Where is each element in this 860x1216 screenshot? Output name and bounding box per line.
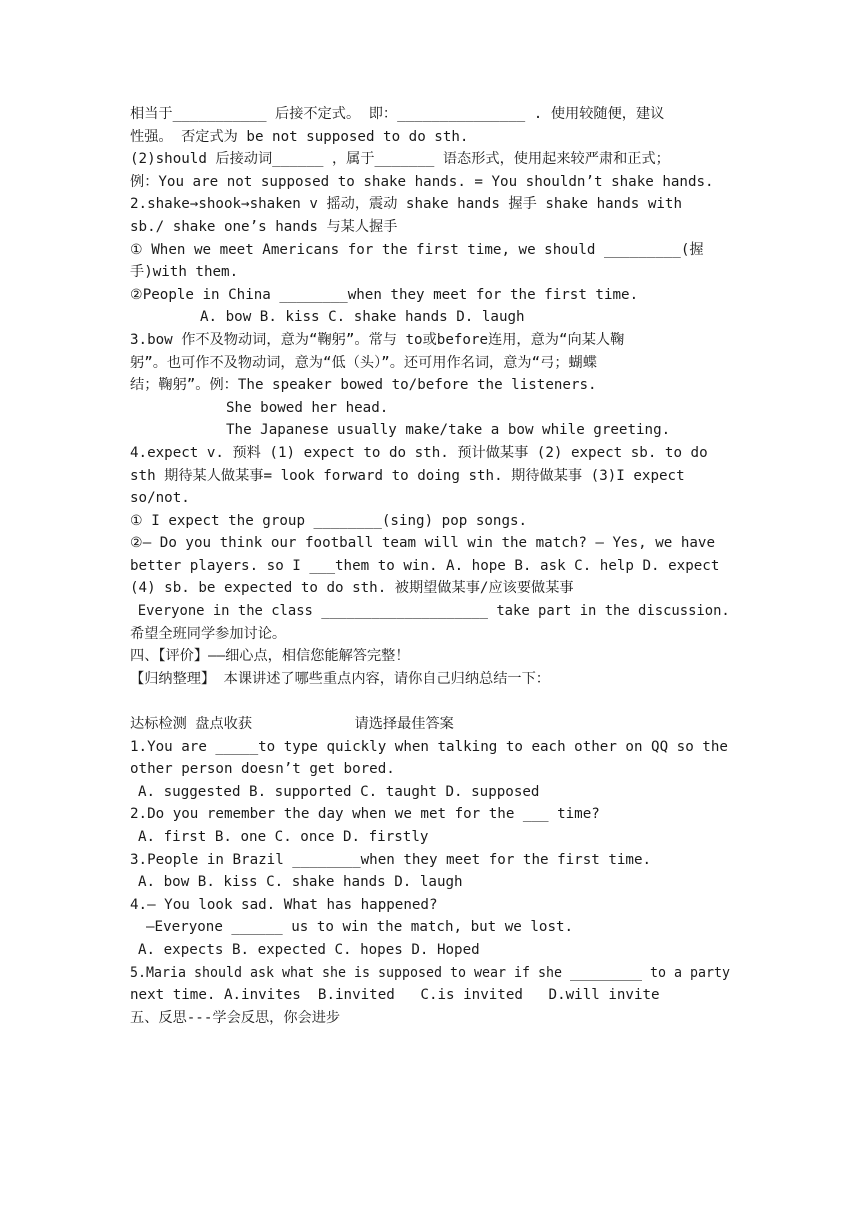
answer-options: next time. A.invites B.invited C.is invited D.will invite bbox=[130, 987, 660, 1004]
answer-options: A. bow B. kiss C. shake hands D. laugh bbox=[200, 309, 525, 326]
text-line: ① When we meet Americans for the first time, we should _________(握 bbox=[130, 241, 704, 258]
text-line: 例：You are not supposed to shake hands. = You shouldn’t shake hands. bbox=[130, 173, 714, 190]
question-line: 5.Maria should ask what she is supposed to wear if she _________ to a party bbox=[130, 964, 731, 981]
text-line: 结；鞠躬”。例：The speaker bowed to/before the listeners. bbox=[130, 377, 597, 394]
text-line: so/not. bbox=[130, 490, 190, 507]
answer-options: A. suggested B. supported C. taught D. supposed bbox=[138, 783, 540, 800]
answer-options: A. first B. one C. once D. firstly bbox=[138, 829, 429, 845]
question-line: 2.Do you remember the day when we met for the ___ time? bbox=[130, 806, 600, 823]
answer-options: A. expects B. expected C. hopes D. Hoped bbox=[138, 941, 480, 958]
question-line: 1.You are _____to type quickly when talking to each other on QQ so the bbox=[130, 738, 728, 755]
text-line: 4.expect v. 预料 (1) expect to do sth. 预计做某事 (2) expect sb. to do bbox=[130, 444, 708, 461]
question-line: —Everyone ______ us to win the match, but we lost. bbox=[146, 919, 574, 936]
section-heading: 四、【评价】——细心点，相信您能解答完整！ bbox=[130, 648, 410, 665]
text-line: ① I expect the group ________(sing) pop songs. bbox=[130, 512, 528, 529]
blank-line bbox=[130, 690, 730, 713]
question-line: other person doesn’t get bored. bbox=[130, 761, 395, 778]
text-line: ②— Do you think our football team will win the match? — Yes, we have bbox=[130, 535, 716, 552]
text-line: 躬”。也可作不及物动词，意为“低（头）”。还可用作名词，意为“弓；蝴蝶 bbox=[130, 354, 597, 371]
text-line: (2)should 后接动词______ ，属于_______ 语态形式，使用起来较严肃和正式； bbox=[130, 151, 670, 168]
document-page bbox=[130, 103, 730, 1029]
answer-options: A. bow B. kiss C. shake hands D. laugh bbox=[138, 874, 463, 891]
question-line: 4.— You look sad. What has happened? bbox=[130, 896, 438, 913]
text-line: 3.bow 作不及物动词，意为“鞠躬”。常与 to或before连用，意为“向某人鞠 bbox=[130, 331, 625, 348]
text-line: ②People in China ________when they meet for the first time. bbox=[130, 286, 639, 303]
section-heading: 【归纳整理】 本课讲述了哪些重点内容，请你自己归纳总结一下： bbox=[130, 670, 550, 687]
text-line: sth 期待某人做某事= look forward to doing sth. 期待做某事 (3)I expect bbox=[130, 467, 685, 484]
section-heading: 达标检测 盘点收获 请选择最佳答案 bbox=[130, 716, 454, 733]
text-line: 相当于___________ 后接不定式。 即：_______________ . 使用较随便，建议 bbox=[130, 106, 665, 122]
text-line: (4) sb. be expected to do sth. 被期望做某事/应该要做某事 bbox=[130, 580, 574, 597]
text-line: sb./ shake one’s hands 与某人握手 bbox=[130, 218, 398, 235]
example-line: She bowed her head. bbox=[226, 399, 389, 416]
text-line: better players. so I ___them to win. A. hope B. ask C. help D. expect bbox=[130, 557, 720, 574]
text-line: 希望全班同学参加讨论。 bbox=[130, 625, 287, 642]
question-line: 3.People in Brazil ________when they meet for the first time. bbox=[130, 851, 652, 868]
text-line: Everyone in the class ____________________ take part in the discussion. bbox=[137, 603, 730, 620]
example-line: The Japanese usually make/take a bow while greeting. bbox=[226, 422, 671, 439]
text-line: 2.shake→shook→shaken v 摇动，震动 shake hands 握手 shake hands with bbox=[130, 196, 683, 213]
text-line: 性强。 否定式为 be not supposed to do sth. bbox=[130, 128, 469, 145]
section-heading: 五、反思---学会反思，你会进步 bbox=[130, 1009, 341, 1026]
text-line: 手)with them. bbox=[130, 264, 239, 281]
